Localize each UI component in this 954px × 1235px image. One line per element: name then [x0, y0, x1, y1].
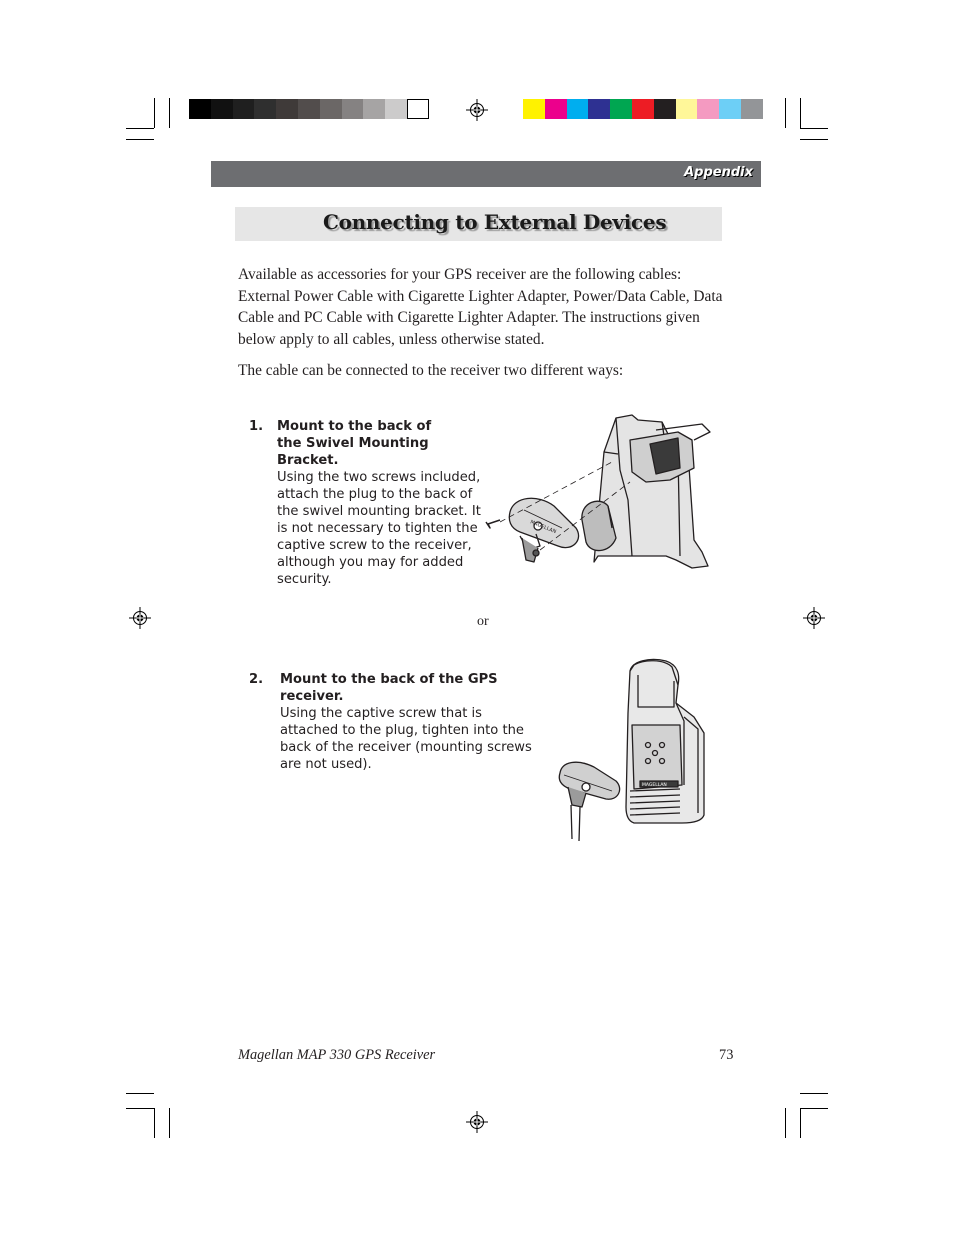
- color-swatch: [385, 99, 407, 119]
- color-swatch: [545, 99, 567, 119]
- step-title: Mount to the back of the Swivel Mounting Bracket.: [277, 419, 432, 468]
- footer-product-name: Magellan MAP 330 GPS Receiver: [238, 1047, 436, 1063]
- step-title: Mount to the back of the GPS receiver.: [280, 672, 498, 704]
- color-swatch: [189, 99, 211, 119]
- step-text: [280, 671, 542, 773]
- crop-mark: [785, 98, 786, 128]
- crop-mark: [126, 1108, 154, 1109]
- crop-mark: [800, 1093, 828, 1094]
- section-header-bar: [211, 161, 761, 187]
- registration-mark-icon: [129, 607, 151, 629]
- swivel-bracket-illustration: [480, 410, 712, 572]
- crop-mark: [169, 98, 170, 128]
- color-swatch: [697, 99, 719, 119]
- intro-paragraph: Available as accessories for your GPS receiver are the following cables: External Power Cable with Cigarette Lighter Adapter, Power/Data Cable, Data Cable and PC Cable with Cigarette Lighter Adapter. The instructions given below apply to all cables, unless otherwise stated.: [238, 266, 723, 348]
- color-swatch: [719, 99, 741, 119]
- page-title: Connecting to External Devices: [323, 210, 667, 234]
- crop-mark: [169, 1108, 170, 1138]
- crop-mark: [154, 98, 155, 128]
- color-swatch: [610, 99, 632, 119]
- intro-paragraph: The cable can be connected to the receiver two different ways:: [238, 362, 624, 379]
- color-swatch: [523, 99, 545, 119]
- color-swatch: [254, 99, 276, 119]
- color-swatch: [298, 99, 320, 119]
- color-swatch: [211, 99, 233, 119]
- crop-mark: [785, 1108, 786, 1138]
- color-swatch: [654, 99, 676, 119]
- separator-text: or: [477, 614, 489, 629]
- step-text: [277, 418, 489, 588]
- crop-mark: [154, 1108, 155, 1138]
- gps-receiver-illustration: [554, 655, 709, 843]
- color-swatch: [276, 99, 298, 119]
- crop-mark: [126, 1093, 154, 1094]
- page-title-box: [235, 207, 722, 241]
- color-swatch: [741, 99, 763, 119]
- registration-mark-icon: [466, 1111, 488, 1133]
- step-number: 2.: [249, 672, 264, 687]
- color-swatch: [342, 99, 364, 119]
- crop-mark: [126, 139, 154, 140]
- color-swatch: [588, 99, 610, 119]
- page-number: 73: [719, 1047, 734, 1063]
- color-swatch: [363, 99, 385, 119]
- step-body: Using the captive screw that is attached to the plug, tighten into the back of the receiver (mounting screws are not used).: [280, 706, 532, 772]
- color-swatch: [233, 99, 255, 119]
- color-swatch: [567, 99, 589, 119]
- crop-mark: [800, 128, 828, 129]
- step-number: 1.: [249, 419, 264, 434]
- crop-mark: [800, 1108, 828, 1109]
- crop-mark: [800, 1108, 801, 1138]
- crop-mark: [800, 139, 828, 140]
- brand-mark: MAGELLAN: [642, 783, 667, 788]
- crop-mark: [126, 128, 154, 129]
- color-swatch: [407, 99, 429, 119]
- step-body: Using the two screws included, attach the plug to the back of the swivel mounting bracket. It is not necessary to tighten the captive screw to the receiver, although you may for added security.: [277, 470, 481, 587]
- section-label: Appendix: [684, 165, 753, 180]
- registration-mark-icon: [803, 607, 825, 629]
- color-swatch: [632, 99, 654, 119]
- registration-mark-icon: [466, 99, 488, 121]
- crop-mark: [800, 98, 801, 128]
- color-swatch: [320, 99, 342, 119]
- color-swatch: [676, 99, 698, 119]
- brand-mark: MAGELLAN: [529, 519, 558, 536]
